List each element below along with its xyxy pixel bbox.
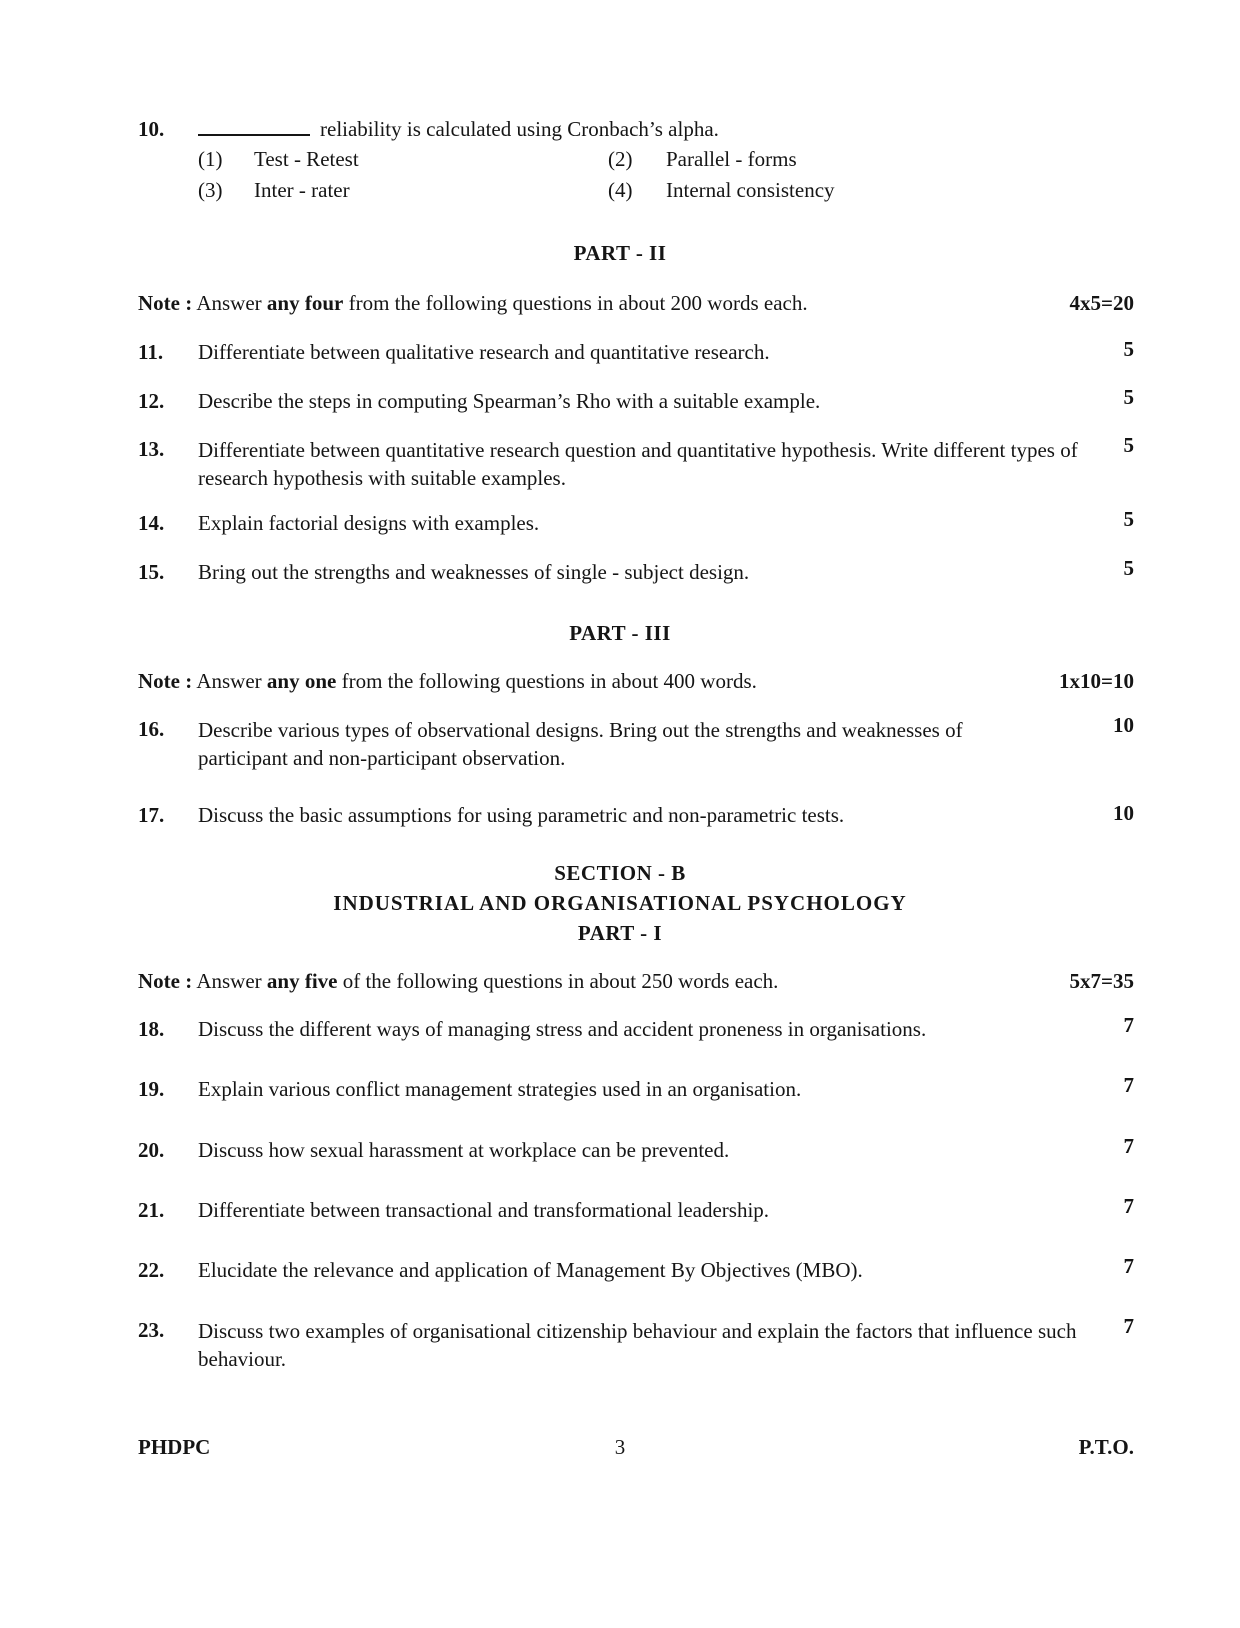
note-text: Answer	[196, 669, 262, 693]
note-text: Answer	[196, 969, 262, 993]
note-emphasis: any four	[266, 291, 344, 315]
question-text: Describe various types of observational designs. Bring out the strengths and weaknesses of participant and non-participant observation.	[198, 718, 963, 770]
note-label: Note :	[138, 969, 193, 993]
question-marks: 7	[1123, 1194, 1134, 1218]
question-number: 15.	[138, 560, 165, 584]
note-marks: 1x10=10	[1059, 669, 1134, 693]
part-heading: PART - II	[573, 241, 667, 265]
option-number: (4)	[608, 178, 633, 202]
question-number: 12.	[138, 389, 165, 413]
answer-blank	[198, 133, 310, 136]
question-text: Bring out the strengths and weaknesses of single - subject design.	[198, 560, 750, 584]
question-text: Discuss how sexual harassment at workplace can be prevented.	[198, 1138, 730, 1162]
question-marks: 7	[1123, 1013, 1134, 1037]
option-text: Inter - rater	[254, 178, 350, 202]
question-number: 18.	[138, 1017, 165, 1041]
note-text: Answer	[196, 291, 262, 315]
question-number: 16.	[138, 717, 165, 741]
question-text: Differentiate between quantitative research question and quantitative hypothesis. Write different types of research hypothesis with suitable examples.	[198, 438, 1078, 490]
note-text: from the following questions in about 200 words each.	[348, 291, 808, 315]
pto-label: P.T.O.	[1078, 1435, 1134, 1459]
question-number: 19.	[138, 1077, 165, 1101]
question-number: 10.	[138, 117, 165, 141]
question-number: 21.	[138, 1198, 165, 1222]
question-marks: 5	[1123, 507, 1134, 531]
question-text: Discuss two examples of organisational citizenship behaviour and explain the factors that influence such behaviour.	[198, 1319, 1077, 1371]
part-heading: PART - III	[569, 621, 671, 645]
question-marks: 10	[1113, 801, 1134, 825]
question-text: Differentiate between qualitative research and quantitative research.	[198, 340, 770, 364]
question-marks: 5	[1123, 556, 1134, 580]
question-number: 23.	[138, 1318, 165, 1342]
page-number: 3	[614, 1435, 626, 1459]
question-number: 13.	[138, 437, 165, 461]
option-text: Parallel - forms	[666, 147, 797, 171]
option-number: (1)	[198, 147, 223, 171]
question-number: 20.	[138, 1138, 165, 1162]
note-text: from the following questions in about 400 words.	[341, 669, 757, 693]
section-subheading: INDUSTRIAL AND ORGANISATIONAL PSYCHOLOGY	[333, 891, 907, 915]
question-marks: 7	[1123, 1134, 1134, 1158]
option-text: Test - Retest	[254, 147, 359, 171]
question-marks: 7	[1123, 1073, 1134, 1097]
question-marks: 7	[1123, 1314, 1134, 1338]
instruction-note	[138, 668, 757, 694]
option-number: (2)	[608, 147, 633, 171]
question-text: Discuss the basic assumptions for using parametric and non-parametric tests.	[198, 803, 845, 827]
note-emphasis: any one	[266, 669, 337, 693]
instruction-note	[138, 968, 778, 994]
question-marks: 7	[1123, 1254, 1134, 1278]
question-text: Explain various conflict management strategies used in an organisation.	[198, 1077, 802, 1101]
question-number: 17.	[138, 803, 165, 827]
note-marks: 5x7=35	[1069, 969, 1134, 993]
paper-code: PHDPC	[138, 1435, 211, 1459]
part-heading: PART - I	[577, 921, 663, 945]
question-text	[198, 116, 719, 142]
question-number: 22.	[138, 1258, 165, 1282]
question-text: Describe the steps in computing Spearman’s Rho with a suitable example.	[198, 389, 821, 413]
question-marks: 5	[1123, 337, 1134, 361]
option-text: Internal consistency	[666, 178, 835, 202]
note-text: of the following questions in about 250 words each.	[342, 969, 779, 993]
instruction-note	[138, 290, 808, 316]
note-emphasis: any five	[266, 969, 338, 993]
question-text-body: reliability is calculated using Cronbach’s alpha.	[320, 117, 719, 141]
note-marks: 4x5=20	[1069, 291, 1134, 315]
note-label: Note :	[138, 291, 193, 315]
question-text: Elucidate the relevance and application of Management By Objectives (MBO).	[198, 1258, 863, 1282]
section-heading: SECTION - B	[554, 861, 686, 885]
option-number: (3)	[198, 178, 223, 202]
question-marks: 5	[1123, 385, 1134, 409]
question-marks: 10	[1113, 713, 1134, 737]
question-text: Explain factorial designs with examples.	[198, 511, 540, 535]
question-text: Differentiate between transactional and transformational leadership.	[198, 1198, 770, 1222]
question-marks: 5	[1123, 433, 1134, 457]
question-text: Discuss the different ways of managing stress and accident proneness in organisations.	[198, 1017, 927, 1041]
note-label: Note :	[138, 669, 193, 693]
question-number: 14.	[138, 511, 165, 535]
question-number: 11.	[138, 340, 164, 364]
